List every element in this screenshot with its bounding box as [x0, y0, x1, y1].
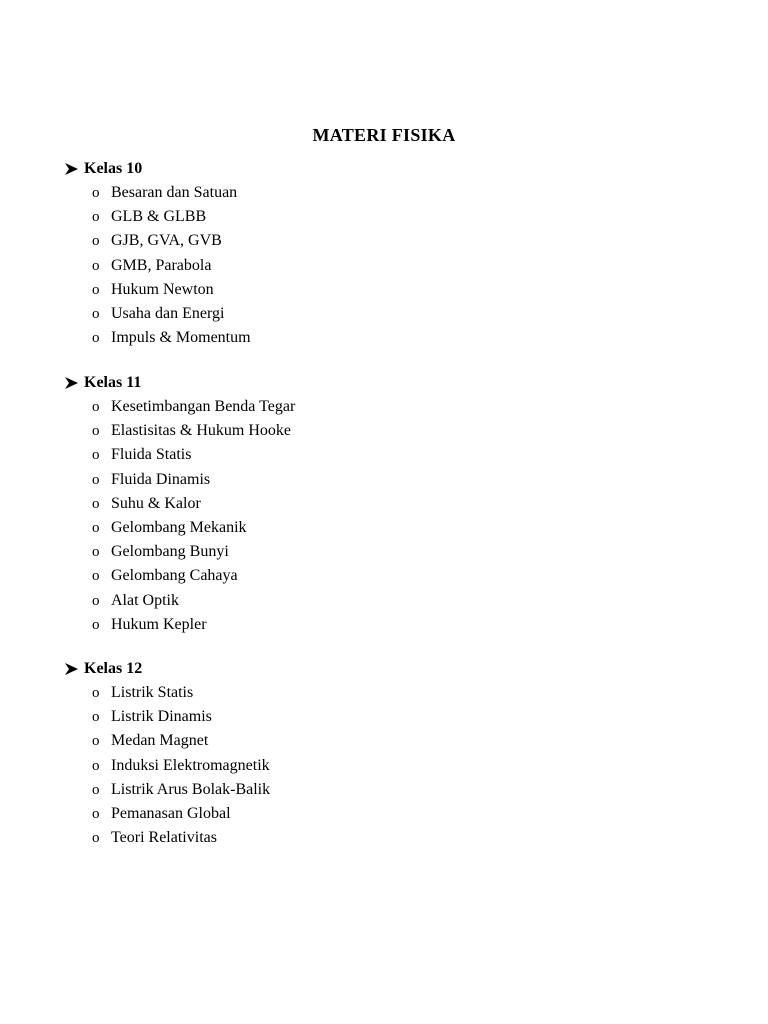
list-item: [0, 516, 768, 540]
section-heading-label: Kelas 12: [84, 660, 143, 677]
circle-bullet-icon: o: [92, 805, 100, 822]
list-item-label: Fluida Dinamis: [111, 470, 211, 488]
list-item-label: Elastisitas & Hukum Hooke: [111, 422, 291, 440]
circle-bullet-icon: o: [92, 471, 100, 488]
list-item: [0, 754, 768, 778]
arrowhead-bullet-icon: [65, 377, 78, 389]
section-heading: [0, 657, 768, 681]
section-heading: [0, 157, 768, 181]
circle-bullet-icon: o: [92, 209, 100, 226]
section-heading-label: Kelas 10: [84, 160, 143, 177]
section-kelas-10: [0, 157, 768, 350]
circle-bullet-icon: o: [92, 733, 100, 750]
list-item: [0, 681, 768, 705]
list-item-label: Gelombang Bunyi: [111, 543, 229, 561]
circle-bullet-icon: o: [92, 257, 100, 274]
circle-bullet-icon: o: [92, 519, 100, 536]
list-item-label: Hukum Kepler: [111, 615, 207, 633]
list-item-label: Induksi Elektromagnetik: [111, 756, 270, 774]
circle-bullet-icon: o: [92, 281, 100, 298]
circle-bullet-icon: o: [92, 592, 100, 609]
list-item-label: Gelombang Cahaya: [111, 567, 238, 585]
topic-list: [0, 181, 768, 350]
list-item-label: GMB, Parabola: [111, 256, 212, 274]
list-item: [0, 492, 768, 516]
list-item: [0, 564, 768, 588]
list-item: [0, 729, 768, 753]
list-item-label: GLB & GLBB: [111, 208, 207, 226]
circle-bullet-icon: o: [92, 447, 100, 464]
section-kelas-11: [0, 371, 768, 637]
circle-bullet-icon: o: [92, 305, 100, 322]
list-item: [0, 468, 768, 492]
list-item-label: Kesetimbangan Benda Tegar: [111, 398, 296, 415]
section-kelas-12: [0, 657, 768, 850]
arrowhead-bullet-icon: [65, 663, 78, 675]
list-item: [0, 205, 768, 229]
list-item-label: Listrik Statis: [111, 684, 194, 701]
circle-bullet-icon: o: [92, 616, 100, 633]
section-heading: [0, 371, 768, 395]
list-item-label: Fluida Statis: [111, 446, 192, 464]
list-item-label: Alat Optik: [111, 591, 179, 609]
list-item: [0, 613, 768, 637]
topic-list: [0, 395, 768, 637]
list-item-label: Listrik Dinamis: [111, 708, 212, 726]
list-item-label: Hukum Newton: [111, 280, 214, 298]
circle-bullet-icon: o: [92, 544, 100, 561]
list-item-label: Suhu & Kalor: [111, 494, 201, 512]
circle-bullet-icon: o: [92, 423, 100, 440]
list-item: [0, 181, 768, 205]
circle-bullet-icon: o: [92, 185, 100, 201]
list-item: [0, 229, 768, 253]
list-item-label: Listrik Arus Bolak-Balik: [111, 780, 271, 798]
list-item-label: Pemanasan Global: [111, 804, 231, 822]
circle-bullet-icon: o: [92, 757, 100, 774]
list-item: [0, 589, 768, 613]
list-item-label: Teori Relativitas: [111, 829, 217, 847]
list-item-label: Impuls & Momentum: [111, 329, 251, 347]
circle-bullet-icon: o: [92, 330, 100, 347]
list-item-label: Besaran dan Satuan: [111, 184, 238, 201]
list-item: [0, 443, 768, 467]
circle-bullet-icon: o: [92, 399, 100, 415]
list-item-label: Usaha dan Energi: [111, 304, 225, 322]
list-item: [0, 778, 768, 802]
list-item: [0, 254, 768, 278]
circle-bullet-icon: o: [92, 709, 100, 726]
arrowhead-bullet-icon: [65, 163, 78, 175]
list-item: [0, 419, 768, 443]
list-item: [0, 302, 768, 326]
section-heading-label: Kelas 11: [84, 374, 142, 391]
circle-bullet-icon: o: [92, 233, 100, 250]
circle-bullet-icon: o: [92, 685, 100, 701]
list-item: [0, 540, 768, 564]
list-item-label: Medan Magnet: [111, 732, 209, 750]
topic-list: [0, 681, 768, 850]
list-item: [0, 395, 768, 419]
list-item: [0, 278, 768, 302]
list-item-label: Gelombang Mekanik: [111, 518, 247, 536]
circle-bullet-icon: o: [92, 568, 100, 585]
document-title: MATERI FISIKA: [312, 125, 456, 145]
list-item: [0, 705, 768, 729]
list-item: [0, 326, 768, 350]
circle-bullet-icon: o: [92, 781, 100, 798]
list-item-label: GJB, GVA, GVB: [111, 232, 222, 250]
list-item: [0, 802, 768, 826]
list-item: [0, 826, 768, 850]
circle-bullet-icon: o: [92, 495, 100, 512]
circle-bullet-icon: o: [92, 830, 100, 847]
